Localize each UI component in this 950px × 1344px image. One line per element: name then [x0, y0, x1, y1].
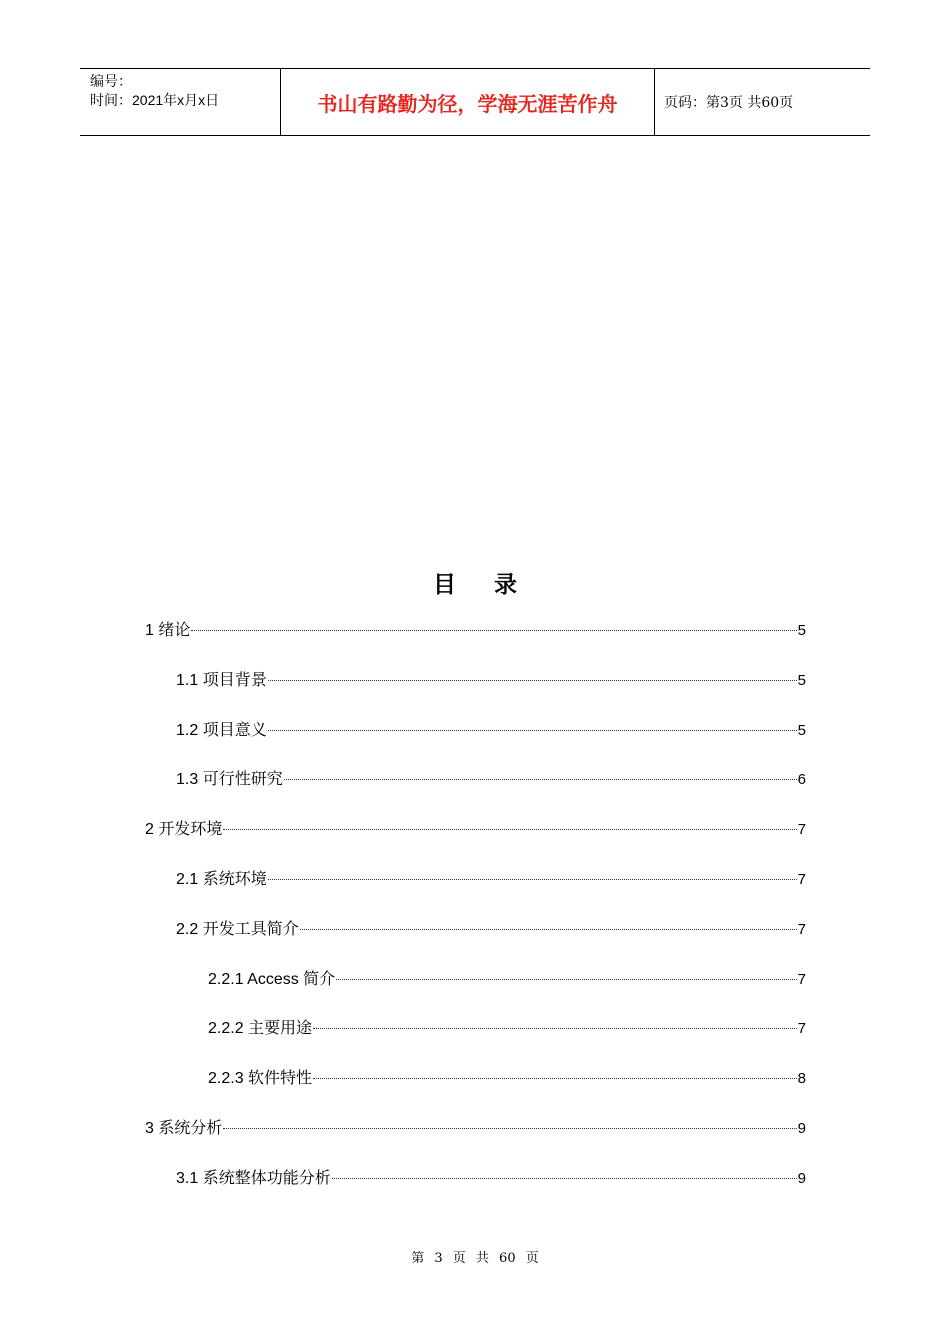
toc-leader-dots: [284, 767, 797, 780]
toc-entry[interactable]: [145, 817, 806, 867]
toc-entry-page: 5: [797, 721, 806, 739]
toc-entry-page: 7: [797, 970, 806, 988]
toc-entry[interactable]: [145, 618, 806, 668]
toc-entry-label: 1.2 项目意义: [176, 721, 267, 739]
page-footer: 第 3 页 共 60 页: [411, 1251, 539, 1266]
toc-entry[interactable]: [145, 1116, 806, 1166]
toc-entry[interactable]: [145, 967, 806, 1017]
toc-entry[interactable]: [145, 1166, 806, 1216]
toc-leader-dots: [336, 967, 796, 980]
toc-leader-dots: [223, 817, 796, 830]
toc-entry[interactable]: [145, 1016, 806, 1066]
toc-leader-dots: [268, 867, 797, 880]
toc-entry[interactable]: [145, 767, 806, 817]
toc-entry-label: 1 绪论: [145, 622, 191, 639]
page-info-text: 页码：第3页 共60页: [664, 95, 794, 111]
toc-leader-dots: [191, 618, 796, 631]
header-motto: [281, 69, 655, 135]
toc-entry-label: 2.2.3 软件特性: [208, 1070, 313, 1088]
toc-entry-label: 2.2.2 主要用途: [208, 1020, 313, 1038]
toc-entry-page: 7: [797, 1020, 806, 1038]
toc-entry-page: 5: [797, 671, 806, 689]
toc-entry-page: 8: [797, 1070, 806, 1088]
motto-text: 书山有路勤为径，学海无涯苦作舟: [317, 91, 618, 116]
toc-entry-label: 2.1 系统环境: [176, 870, 267, 888]
toc-entry[interactable]: [145, 668, 806, 718]
document-number-label: 编号：: [90, 73, 132, 89]
toc-entry-page: 7: [797, 821, 806, 839]
toc-entry-page: 9: [797, 1169, 806, 1187]
document-time-label: 时间：2021年x月x日: [90, 92, 220, 108]
toc-leader-dots: [268, 668, 797, 681]
toc-entry-label: 2.2.1 Access 简介: [208, 970, 336, 988]
toc-entry[interactable]: [145, 867, 806, 917]
toc-entry-page: 5: [797, 622, 806, 639]
toc-leader-dots: [313, 1016, 797, 1029]
toc-leader-dots: [313, 1066, 797, 1079]
toc-entry-label: 2 开发环境: [145, 821, 223, 839]
toc-leader-dots: [223, 1116, 796, 1129]
toc-entry[interactable]: [145, 917, 806, 967]
toc-entry-page: 6: [797, 771, 806, 789]
toc-leader-dots: [268, 718, 797, 731]
header-page-info: [655, 69, 870, 135]
toc-entry-label: 1.1 项目背景: [176, 671, 267, 689]
toc-title: 目录: [433, 572, 555, 598]
header-meta: [80, 69, 281, 135]
toc-entry[interactable]: [145, 1066, 806, 1116]
toc-entry-label: 3.1 系统整体功能分析: [176, 1169, 331, 1187]
toc-leader-dots: [300, 917, 797, 930]
table-of-contents: [145, 618, 806, 1216]
toc-entry-label: 3 系统分析: [145, 1119, 223, 1137]
toc-entry-page: 7: [797, 920, 806, 938]
toc-entry[interactable]: [145, 718, 806, 768]
toc-entry-label: 1.3 可行性研究: [176, 771, 283, 789]
toc-leader-dots: [332, 1166, 797, 1179]
toc-entry-label: 2.2 开发工具简介: [176, 920, 299, 938]
toc-entry-page: 7: [797, 870, 806, 888]
page-header: [80, 68, 870, 136]
toc-entry-page: 9: [797, 1119, 806, 1137]
